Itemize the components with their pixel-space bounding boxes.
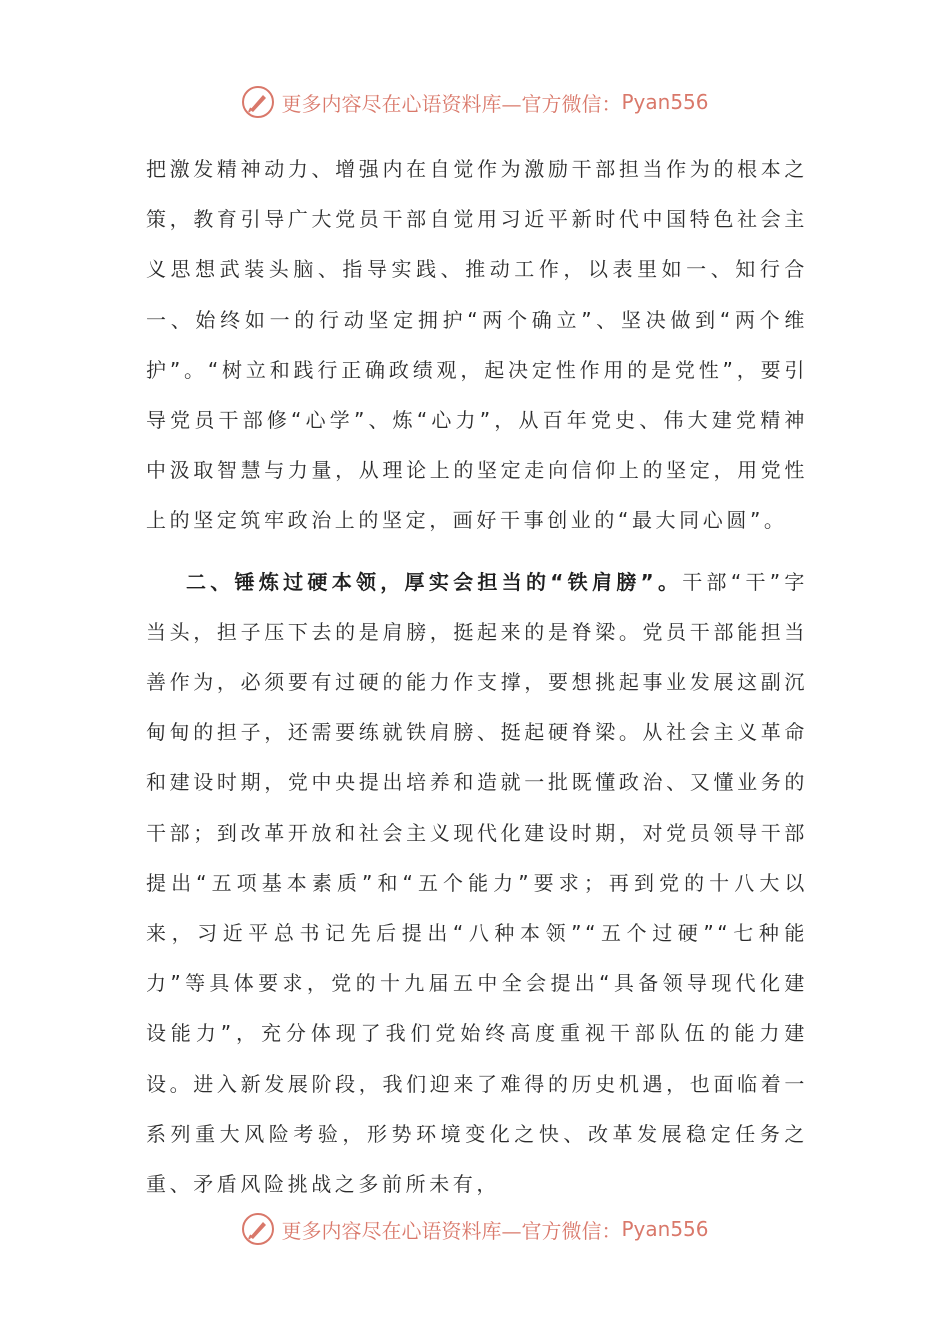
document-body — [146, 144, 808, 1209]
header-banner — [0, 82, 950, 122]
footer-banner — [0, 1209, 950, 1249]
paragraph-2 — [146, 557, 808, 1210]
banner-text: 更多内容尽在心语资料库—官方微信： — [281, 1218, 622, 1243]
banner-wechat-id: Pyan556 — [621, 1217, 709, 1241]
pen-logo-icon — [241, 1212, 275, 1246]
banner-wechat-id: Pyan556 — [621, 90, 709, 114]
section-heading: 二、锤炼过硬本领，厚实会担当的“铁肩膀”。 — [186, 569, 683, 594]
pen-logo-icon — [241, 85, 275, 119]
paragraph-1: 把激发精神动力、增强内在自觉作为激励干部担当作为的根本之策，教育引导广大党员干部自觉用习近平新时代中国特色社会主义思想武装头脑、指导实践、推动工作，以表里如一、知行合一、始终如一的行动坚定拥护“两个确立”、坚决做到“两个维护”。“树立和践行正确政绩观，起决定性作用的是党性”，要引导党员干部修“心学”、炼“心力”，从百年党史、伟大建党精神中汲取智慧与力量，从理论上的坚定走向信仰上的坚定，用党性上的坚定筑牢政治上的坚定，画好干事创业的“最大同心圆”。 — [146, 157, 808, 533]
banner-text: 更多内容尽在心语资料库—官方微信： — [281, 91, 622, 116]
paragraph-2-body: 干部“干”字当头，担子压下去的是肩膀，挺起来的是脊梁。党员干部能担当善作为，必须要有过硬的能力作支撑，要想挑起事业发展这副沉甸甸的担子，还需要练就铁肩膀、挺起硬脊梁。从社会主义革命和建设时期，党中央提出培养和造就一批既懂政治、又懂业务的干部；到改革开放和社会主义现代化建设时期，对党员领导干部提出“五项基本素质”和“五个能力”要求；再到党的十八大以来，习近平总书记先后提出“八种本领”“五个过硬”“七种能力”等具体要求，党的十九届五中全会提出“具备领导现代化建设能力”，充分体现了我们党始终高度重视干部队伍的能力建设。进入新发展阶段，我们迎来了难得的历史机遇，也面临着一系列重大风险考验，形势环境变化之快、改革发展稳定任务之重、矛盾风险挑战之多前所未有， — [146, 569, 809, 1197]
